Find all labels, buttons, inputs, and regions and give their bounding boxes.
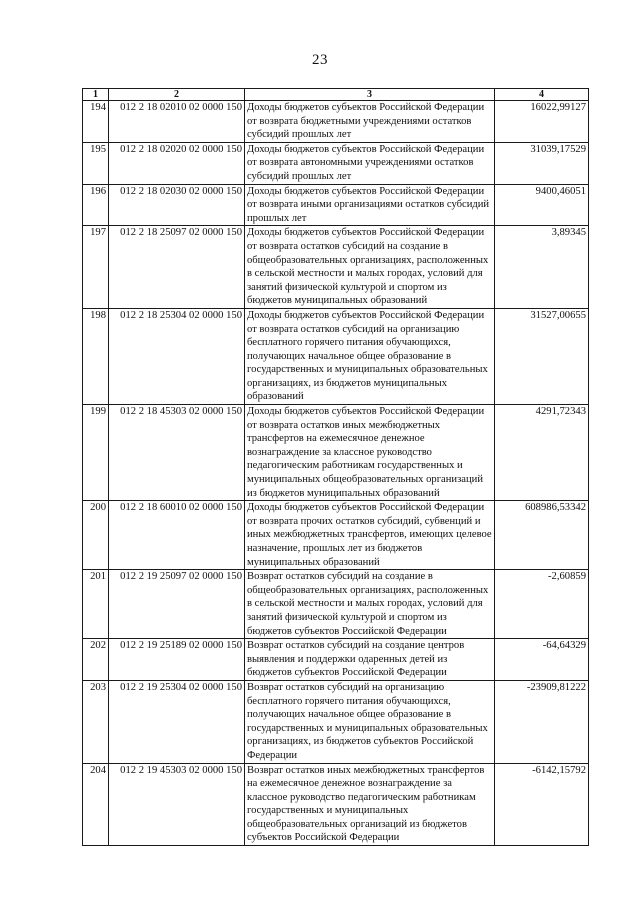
income-name: Доходы бюджетов субъектов Российской Федерации от возврата автономными учреждениями остатков субсидий прошлых лет — [245, 142, 495, 184]
row-number: 201 — [83, 570, 109, 639]
income-name: Доходы бюджетов субъектов Российской Федерации от возврата бюджетными учреждениями остатков субсидий прошлых лет — [245, 101, 495, 143]
budget-code: 012 2 18 25097 02 0000 150 — [109, 226, 245, 309]
budget-code: 012 2 18 02020 02 0000 150 — [109, 142, 245, 184]
column-header-1: 1 — [83, 89, 109, 101]
amount: 31527,00655 — [495, 308, 589, 404]
budget-code: 012 2 19 25189 02 0000 150 — [109, 639, 245, 681]
income-name: Доходы бюджетов субъектов Российской Федерации от возврата иными организациями остатков субсидий прошлых лет — [245, 184, 495, 226]
income-name: Возврат остатков субсидий на создание в общеобразовательных организациях, расположенных в сельской местности и малых городах, условий для занятий физической культурой и спортом из бюджетов субъектов Российской Федерации — [245, 570, 495, 639]
table-row — [83, 570, 589, 639]
row-number: 202 — [83, 639, 109, 681]
table-row — [83, 142, 589, 184]
income-name: Возврат остатков субсидий на создание центров выявления и поддержки одаренных детей из бюджетов субъектов Российской Федерации — [245, 639, 495, 681]
budget-code: 012 2 19 25304 02 0000 150 — [109, 680, 245, 763]
amount: 9400,46051 — [495, 184, 589, 226]
income-name: Доходы бюджетов субъектов Российской Федерации от возврата остатков субсидий на создание в общеобразовательных организациях, расположенных в сельской местности и малых городах, условий для занятий физической культурой и спортом из бюджетов муниципальных образований — [245, 226, 495, 309]
row-number: 195 — [83, 142, 109, 184]
income-name: Доходы бюджетов субъектов Российской Федерации от возврата остатков иных межбюджетных трансфертов на ежемесячное денежное вознаграждение за классное руководство педагогическим работникам государственных и муниципальных общеобразовательных организаций из бюджетов муниципальных образований — [245, 405, 495, 501]
amount: 4291,72343 — [495, 405, 589, 501]
table-row — [83, 405, 589, 501]
amount: -6142,15792 — [495, 763, 589, 846]
budget-code: 012 2 19 45303 02 0000 150 — [109, 763, 245, 846]
budget-code: 012 2 18 25304 02 0000 150 — [109, 308, 245, 404]
row-number: 196 — [83, 184, 109, 226]
page-number: 23 — [312, 52, 328, 68]
column-header-3: 3 — [245, 89, 495, 101]
amount: 608986,53342 — [495, 501, 589, 570]
budget-code: 012 2 18 45303 02 0000 150 — [109, 405, 245, 501]
table-row — [83, 763, 589, 846]
budget-code: 012 2 18 02010 02 0000 150 — [109, 101, 245, 143]
row-number: 194 — [83, 101, 109, 143]
amount: 31039,17529 — [495, 142, 589, 184]
table-row — [83, 308, 589, 404]
column-header-2: 2 — [109, 89, 245, 101]
budget-code: 012 2 18 60010 02 0000 150 — [109, 501, 245, 570]
income-name: Доходы бюджетов субъектов Российской Федерации от возврата остатков субсидий на организацию бесплатного горячего питания обучающихся, получающих начальное общее образование в государственных и муниципальных образовательных организациях, из бюджетов муниципальных образований — [245, 308, 495, 404]
table-row — [83, 226, 589, 309]
amount: -23909,81222 — [495, 680, 589, 763]
budget-code: 012 2 18 02030 02 0000 150 — [109, 184, 245, 226]
amount: -2,60859 — [495, 570, 589, 639]
table-row — [83, 184, 589, 226]
amount: 3,89345 — [495, 226, 589, 309]
row-number: 200 — [83, 501, 109, 570]
table-row — [83, 101, 589, 143]
table-row — [83, 501, 589, 570]
amount: 16022,99127 — [495, 101, 589, 143]
income-name: Возврат остатков иных межбюджетных трансфертов на ежемесячное денежное вознаграждение за классное руководство педагогическим работникам государственных и муниципальных общеобразовательных организаций из бюджетов субъектов Российской Федерации — [245, 763, 495, 846]
table-header — [83, 89, 589, 101]
column-header-4: 4 — [495, 89, 589, 101]
budget-table — [82, 88, 589, 846]
row-number: 197 — [83, 226, 109, 309]
row-number: 199 — [83, 405, 109, 501]
income-name: Возврат остатков субсидий на организацию бесплатного горячего питания обучающихся, получающих начальное общее образование в государственных и муниципальных образовательных организациях, из бюджетов субъектов Российской Федерации — [245, 680, 495, 763]
income-name: Доходы бюджетов субъектов Российской Федерации от возврата прочих остатков субсидий, субвенций и иных межбюджетных трансфертов, имеющих целевое назначение, прошлых лет из бюджетов муниципальных образований — [245, 501, 495, 570]
budget-code: 012 2 19 25097 02 0000 150 — [109, 570, 245, 639]
table-row — [83, 639, 589, 681]
amount: -64,64329 — [495, 639, 589, 681]
row-number: 204 — [83, 763, 109, 846]
row-number: 203 — [83, 680, 109, 763]
header-row — [83, 89, 589, 101]
table-body — [83, 101, 589, 846]
row-number: 198 — [83, 308, 109, 404]
table-row — [83, 680, 589, 763]
